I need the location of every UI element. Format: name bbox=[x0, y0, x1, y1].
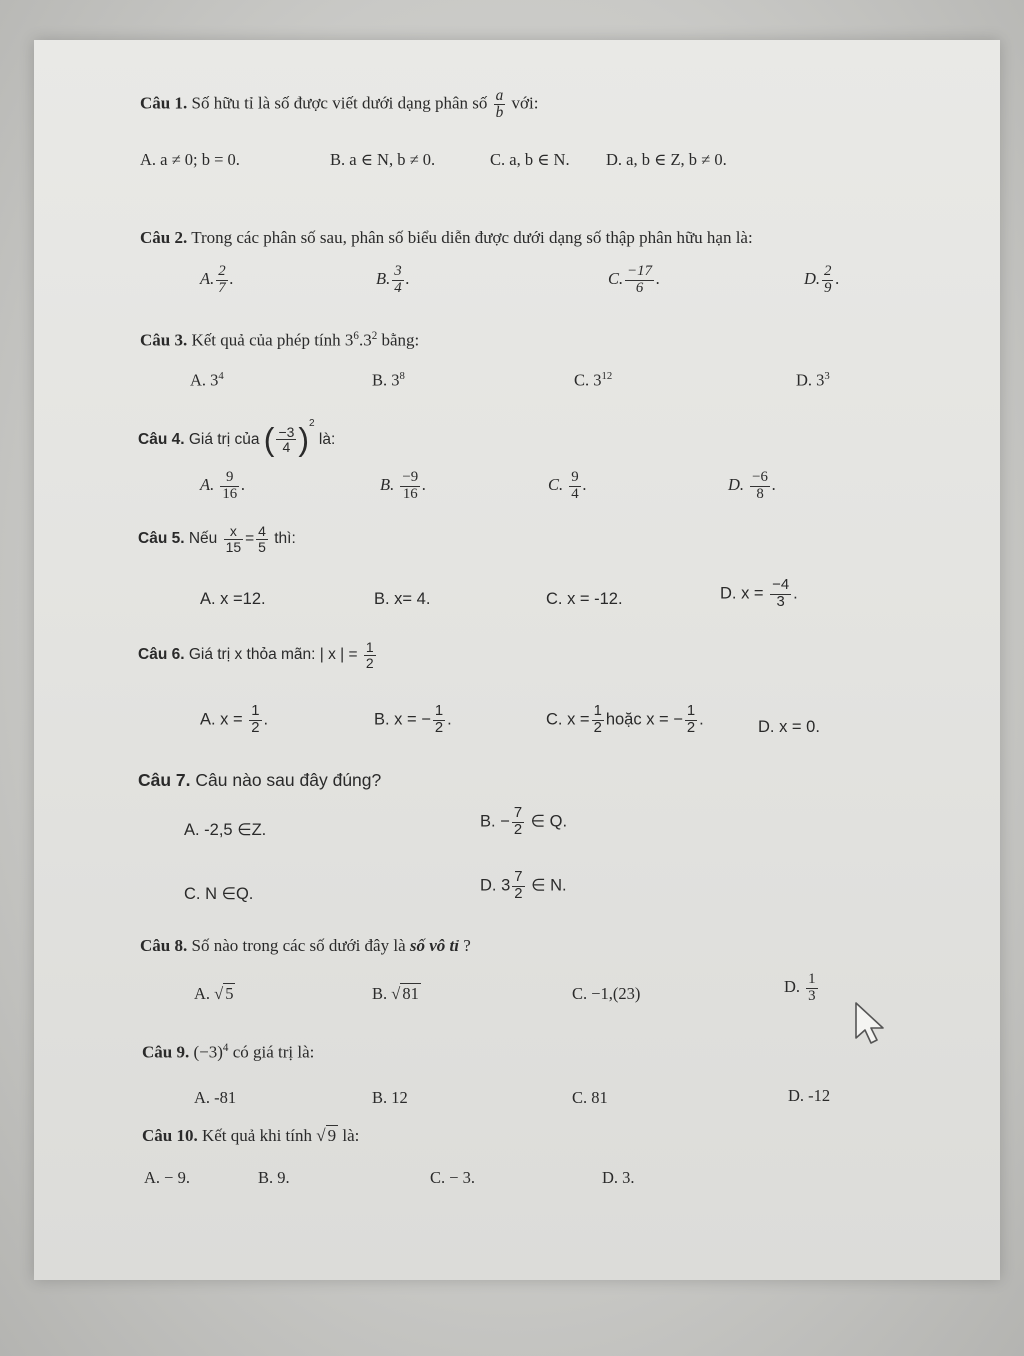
q4-option-b: B. $\frac{-9}{16}$ . bbox=[380, 469, 427, 502]
question-text: Trong các phân số sau, phân số biểu diễn được dưới dạng số thập phân hữu hạn là: bbox=[191, 228, 753, 247]
q4-option-c: C. $\frac{9}{4}$ . bbox=[548, 469, 587, 502]
question-2 bbox=[140, 228, 753, 248]
exam-paper bbox=[34, 40, 1000, 1280]
question-label: Câu 4. bbox=[138, 431, 185, 448]
mouse-cursor-icon bbox=[852, 1000, 888, 1046]
question-label: Câu 3. bbox=[140, 330, 188, 350]
q5-option-d: D. x = $\frac{-4}{3}$ . bbox=[720, 577, 798, 610]
question-9: Câu 9. $(-3)^4$ có giá trị là: bbox=[142, 1042, 315, 1062]
q9-option-a: A. -81 bbox=[194, 1088, 237, 1107]
q7-option-d: D. 3 $\frac{7}{2}$ ∈ N. bbox=[480, 869, 567, 902]
q10-option-b: B. 9. bbox=[258, 1168, 290, 1187]
question-label: Câu 6. bbox=[138, 646, 185, 664]
q3-option-d: D. $3^3$ bbox=[796, 370, 830, 390]
question-7: Câu 7. Câu nào sau đây đúng? bbox=[138, 770, 382, 790]
q3-option-b: B. $3^8$ bbox=[372, 370, 405, 390]
q4-option-a: A. $\frac{9}{16}$ . bbox=[200, 469, 246, 502]
q9-option-c: C. 81 bbox=[572, 1088, 608, 1107]
question-8: Câu 8. Số nào trong các số dưới đây là số vô tỉ ? bbox=[140, 936, 471, 955]
q8-option-a: A. √ 5 bbox=[194, 984, 234, 1003]
question-label: Câu 8. bbox=[140, 936, 188, 955]
q7-option-c: C. N ∈Q. bbox=[184, 885, 254, 903]
q9-option-b: B. 12 bbox=[372, 1088, 408, 1107]
q6-option-a: A. x = $\frac{1}{2}$ . bbox=[200, 703, 269, 736]
q9-option-d: D. -12 bbox=[788, 1086, 831, 1105]
q7-option-b: B. − $\frac{7}{2}$ ∈ Q. bbox=[480, 805, 568, 838]
question-5: Câu 5. Nếu $\frac{x}{15}$ = $\frac{4}{5}$ thì: bbox=[138, 523, 296, 555]
question-3: Câu 3. Kết quả của phép tính $3^6.3^2$ bằng: bbox=[140, 330, 420, 350]
q10-option-a: A. − 9. bbox=[144, 1168, 190, 1187]
q6-option-d: D. x = 0. bbox=[758, 718, 820, 736]
q8-option-b: B. √ 81 bbox=[372, 984, 419, 1003]
q10-option-c: C. − 3. bbox=[430, 1168, 476, 1187]
q2-option-a: A. $\frac{2}{7}$ . bbox=[200, 263, 234, 296]
q8-option-c: C. −1,(23) bbox=[572, 984, 641, 1003]
q5-option-b: B. x= 4. bbox=[374, 590, 431, 608]
question-label: Câu 7. bbox=[138, 770, 191, 790]
q3-option-a: A. $3^4$ bbox=[190, 370, 224, 390]
q2-option-c: C. $\frac{-17}{6}$ . bbox=[608, 263, 661, 296]
question-label: Câu 9. bbox=[142, 1042, 190, 1062]
q2-option-d: D. $\frac{2}{9}$ . bbox=[804, 263, 840, 296]
q5-option-a: A. x =12. bbox=[200, 590, 266, 608]
question-label: Câu 10. bbox=[142, 1126, 198, 1145]
question-label: Câu 5. bbox=[138, 530, 185, 548]
q1-option-b: B. a ∈ N, b ≠ 0. bbox=[330, 150, 436, 169]
q6-option-c: C. x = $\frac{1}{2}$ hoặc x = − $\frac{1}{2}$ . bbox=[546, 703, 704, 736]
q2-option-b: B. $\frac{3}{4}$ . bbox=[376, 263, 410, 296]
question-6: Câu 6. Giá trị x thỏa mãn: | x | = $\frac{1}{2}$ bbox=[138, 639, 374, 671]
q5-option-c: C. x = -12. bbox=[546, 590, 623, 608]
question-text-end: với: bbox=[511, 93, 539, 113]
q8-option-d: D. $\frac{1}{3}$ bbox=[784, 971, 816, 1004]
q6-option-b: B. x = − $\frac{1}{2}$ . bbox=[374, 703, 452, 736]
question-text: Số hữu tỉ là số được viết dưới dạng phân số bbox=[191, 93, 488, 113]
fraction: $\frac{a}{b}$ bbox=[495, 87, 504, 122]
q1-option-d: D. a, b ∈ Z, b ≠ 0. bbox=[606, 150, 727, 169]
q1-option-a: A. a ≠ 0; b = 0. bbox=[140, 150, 240, 169]
emphasis: số vô tỉ bbox=[409, 936, 459, 955]
question-label: Câu 2. bbox=[140, 228, 188, 247]
q10-option-d: D. 3. bbox=[602, 1168, 635, 1187]
question-1 bbox=[140, 88, 538, 121]
question-label: Câu 1. bbox=[140, 93, 188, 113]
question-4: Câu 4. Giá trị của ( $\frac{-3}{4}$ )$^2$ là: bbox=[138, 418, 336, 458]
q1-option-c: C. a, b ∈ N. bbox=[490, 150, 570, 169]
q7-option-a: A. -2,5 ∈Z. bbox=[184, 821, 267, 839]
q4-option-d: D. $\frac{-6}{8}$ . bbox=[728, 469, 777, 502]
q3-option-c: C. $3^{12}$ bbox=[574, 370, 613, 390]
question-10: Câu 10. Kết quả khi tính √ 9 là: bbox=[142, 1126, 360, 1145]
